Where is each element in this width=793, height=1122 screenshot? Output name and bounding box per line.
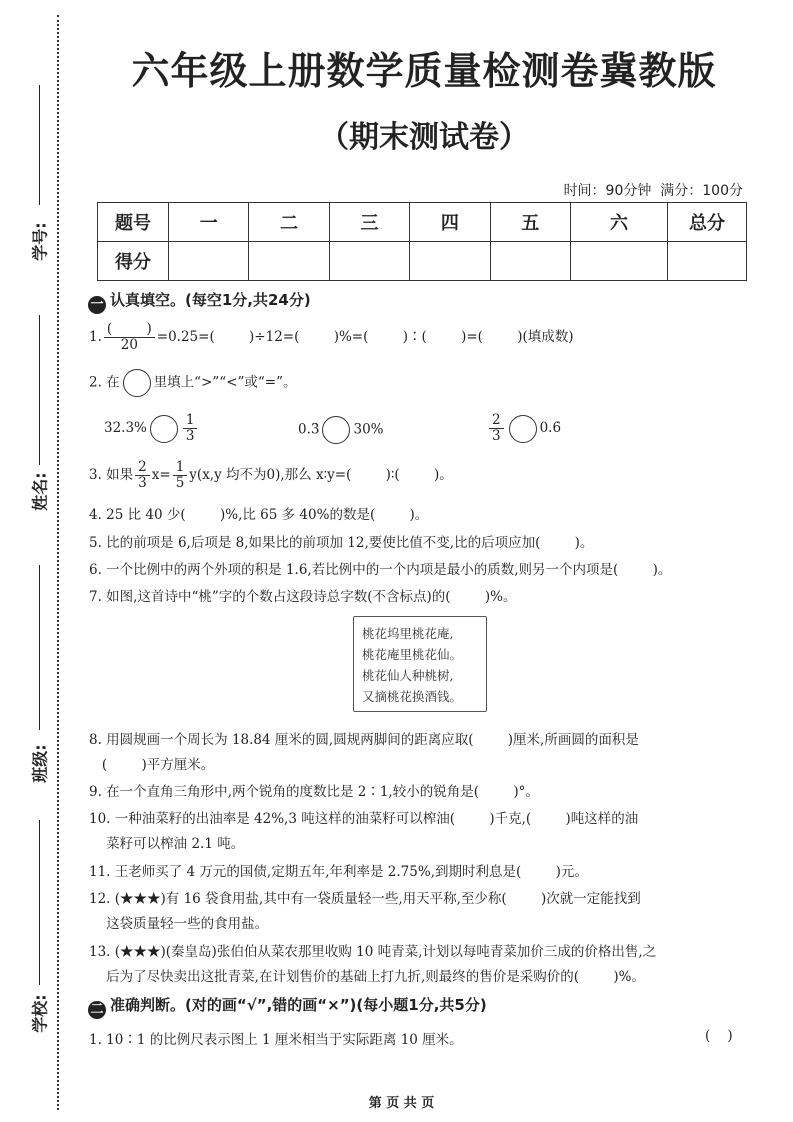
- table-cell: 三: [329, 203, 409, 242]
- question-2: [89, 369, 297, 397]
- circle-blank[interactable]: [509, 415, 537, 443]
- question-8-cont: ( )平方厘米。: [89, 757, 215, 773]
- label-school: 学校:: [30, 994, 50, 1033]
- table-cell: 四: [410, 203, 490, 242]
- fraction: [135, 460, 150, 491]
- score-cell[interactable]: [668, 242, 747, 281]
- page-subtitle: （期末测试卷）: [319, 120, 529, 155]
- q-text: x=: [151, 467, 171, 483]
- numerator: 2: [135, 460, 150, 476]
- denominator: 5: [175, 475, 185, 491]
- table-header-row: [98, 203, 747, 242]
- question-13-cont: 后为了尽快卖出这批青菜,在计划售价的基础上打九折,则最终的售价是采购价的( )%。: [89, 969, 645, 985]
- label-student-id: 学号:: [30, 222, 50, 261]
- question-6: 6. 一个比例中的两个外项的积是 1.6,若比例中的一个内项是最小的质数,则另一个内项是( )。: [89, 562, 672, 578]
- circle-blank: [123, 369, 151, 397]
- q-text: =0.25=( )÷12=( )%=( )∶( )=( )(填成数): [156, 329, 574, 345]
- table-cell: 五: [490, 203, 570, 242]
- score-table: [97, 202, 747, 281]
- value: 0.6̇: [539, 420, 562, 436]
- score-cell[interactable]: [329, 242, 409, 281]
- question-9: 9. 在一个直角三角形中,两个锐角的度数比是 2∶1,较小的锐角是( )°。: [89, 784, 539, 800]
- compare-a: [104, 413, 199, 444]
- q-text: y(x,y 均不为0),那么 x∶y=( )∶( )。: [189, 467, 453, 483]
- question-11: 11. 王老师买了 4 万元的国债,定期五年,年利率是 2.75%,到期时利息是( )元。: [89, 864, 588, 880]
- q-num: 1.: [89, 329, 102, 345]
- question-3: [89, 460, 453, 491]
- table-row: [98, 242, 747, 281]
- q-text: 里填上“>”“<”或“=”。: [153, 374, 297, 391]
- numerator: 1: [183, 413, 198, 429]
- table-cell: 总分: [668, 203, 747, 242]
- score-cell[interactable]: [490, 242, 570, 281]
- answer-bracket[interactable]: ( ): [705, 1028, 733, 1044]
- section-2-heading: [88, 994, 487, 1019]
- circle-blank[interactable]: [150, 415, 178, 443]
- value: 0.3̇: [298, 421, 320, 438]
- numerator: ( ): [104, 322, 155, 338]
- question-4: 4. 25 比 40 少( )%,比 65 多 40%的数是( )。: [89, 507, 429, 523]
- value: 32.3%: [104, 420, 147, 436]
- denominator: 3: [138, 475, 147, 491]
- time-score-info: 时间：90分钟 满分：100分: [563, 183, 743, 199]
- compare-b: [298, 416, 384, 444]
- question-12: 12. (★★★)有 16 袋食用盐,其中有一袋质量轻一些,用天平称,至少称( )次就一定能找到: [89, 891, 641, 907]
- page-title: 六年级上册数学质量检测卷冀教版: [131, 49, 717, 93]
- denominator: 20: [120, 337, 138, 353]
- question-7: 7. 如图,这首诗中“桃”字的个数占这段诗总字数(不含标点)的( )%。: [89, 589, 517, 605]
- name-line: [39, 315, 40, 465]
- section-title: 认真填空。(每空1分,共24分): [110, 291, 311, 309]
- label-name: 姓名:: [30, 472, 50, 511]
- judge-question-1: 1. 10∶1 的比例尺表示图上 1 厘米相当于实际距离 10 厘米。: [89, 1032, 463, 1048]
- question-10: 10. 一种油菜籽的出油率是 42%,3 吨这样的油菜籽可以榨油( )千克,( )吨这样的油: [89, 811, 639, 827]
- section-badge: 一: [88, 296, 106, 314]
- table-cell: 得分: [98, 242, 169, 281]
- fraction: [173, 460, 188, 491]
- denominator: 3: [185, 428, 195, 444]
- question-1: [89, 322, 574, 353]
- fraction: [489, 413, 504, 444]
- section-1-heading: [88, 289, 311, 314]
- score-cell[interactable]: [410, 242, 490, 281]
- label-class: 班级:: [30, 744, 50, 783]
- section-title: 准确判断。(对的画“√”,错的画“×”)(每小题1分,共5分): [110, 996, 487, 1014]
- score-cell[interactable]: [571, 242, 668, 281]
- question-8: 8. 用圆规画一个周长为 18.84 厘米的圆,圆规两脚间的距离应取( )厘米,所画圆的面积是: [89, 732, 639, 748]
- poem-line: 桃花庵里桃花仙。: [362, 647, 463, 662]
- poem-line: 桃花仙人种桃树,: [362, 668, 454, 683]
- compare-c: [487, 413, 561, 444]
- question-12-cont: 这袋质量轻一些的食用盐。: [89, 916, 269, 932]
- question-10-cont: 菜籽可以榨油 2.1 吨。: [89, 836, 245, 852]
- page-footer: 第 页 共 页: [368, 1096, 435, 1111]
- poem-line: 又摘桃花换酒钱。: [362, 689, 463, 704]
- circle-blank[interactable]: [322, 416, 350, 444]
- table-cell: 题号: [98, 203, 169, 242]
- score-cell[interactable]: [249, 242, 329, 281]
- denominator: 3: [492, 428, 501, 444]
- poem-line: 桃花坞里桃花庵,: [362, 626, 454, 641]
- section-badge: 二: [88, 1001, 106, 1019]
- value: 30%: [353, 421, 384, 438]
- question-13: 13. (★★★)(秦皇岛)张伯伯从菜农那里收购 10 吨青菜,计划以每吨青菜加价三成的价格出售,之: [89, 944, 657, 960]
- numerator: 1: [173, 460, 188, 476]
- binding-line: [57, 15, 59, 1110]
- class-line: [39, 565, 40, 730]
- table-cell: 二: [249, 203, 329, 242]
- school-line: [39, 820, 40, 985]
- q-text: 2. 在: [89, 374, 120, 391]
- question-5: 5. 比的前项是 6,后项是 8,如果比的前项加 12,要使比值不变,比的后项应加( )。: [89, 535, 594, 551]
- fraction: [183, 413, 198, 444]
- score-cell[interactable]: [169, 242, 249, 281]
- numerator: 2: [489, 413, 504, 429]
- table-cell: 六: [571, 203, 668, 242]
- fraction: [104, 322, 155, 353]
- q-text: 3. 如果: [89, 467, 134, 483]
- table-cell: 一: [169, 203, 249, 242]
- poem-box: [353, 616, 487, 712]
